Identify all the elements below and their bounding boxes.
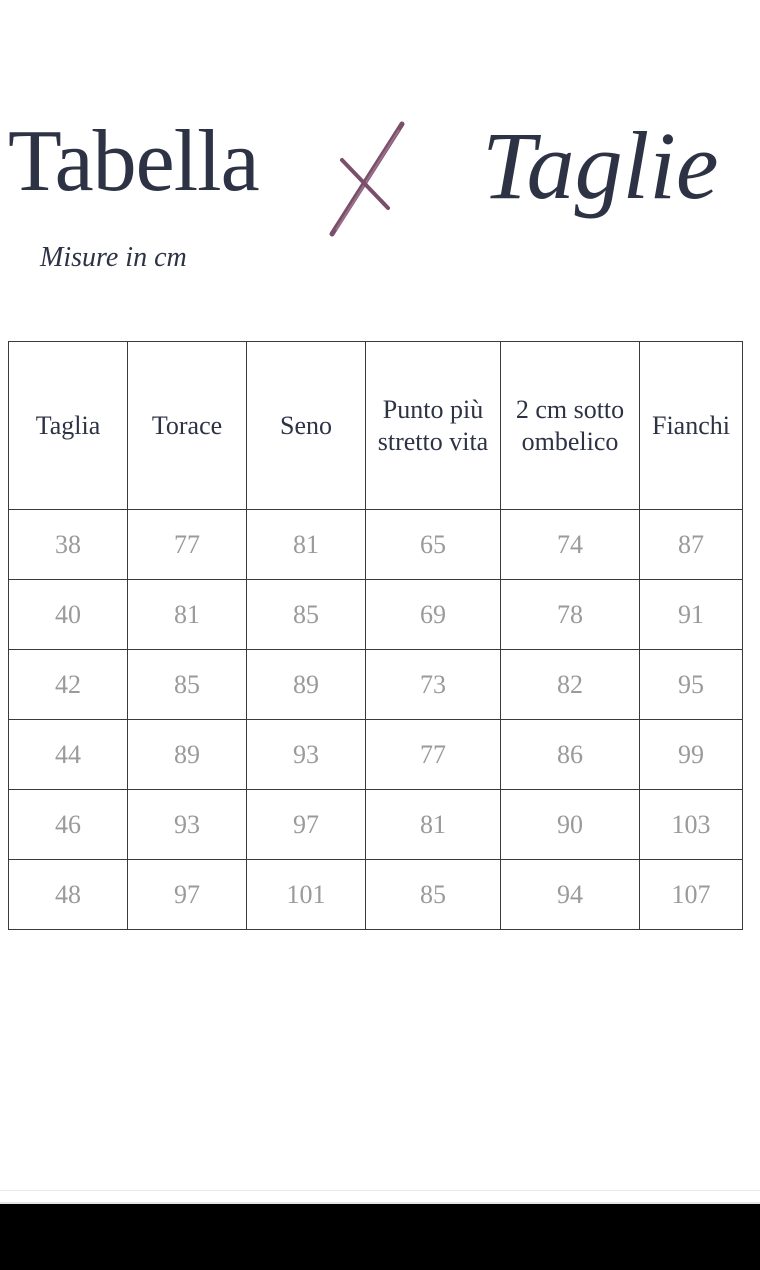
table-row — [9, 720, 743, 790]
column-header: Seno — [247, 342, 366, 510]
table-cell: 95 — [640, 650, 743, 720]
column-header: Torace — [128, 342, 247, 510]
table-cell: 89 — [128, 720, 247, 790]
table-cell: 85 — [128, 650, 247, 720]
table-cell: 81 — [128, 580, 247, 650]
column-header: 2 cm sotto ombelico — [501, 342, 640, 510]
table-cell: 94 — [501, 860, 640, 930]
table-cell: 48 — [9, 860, 128, 930]
table-cell: 65 — [366, 510, 501, 580]
table-cell: 69 — [366, 580, 501, 650]
table-cell: 73 — [366, 650, 501, 720]
title-taglie: Taglie — [482, 112, 719, 219]
table-cell: 77 — [128, 510, 247, 580]
title-tabella: Tabella — [8, 113, 259, 210]
table-cell: 91 — [640, 580, 743, 650]
table-header-row — [9, 342, 743, 510]
table-cell: 85 — [366, 860, 501, 930]
table-row — [9, 650, 743, 720]
table-cell: 77 — [366, 720, 501, 790]
table-cell: 97 — [247, 790, 366, 860]
table-cell: 78 — [501, 580, 640, 650]
table-cell: 87 — [640, 510, 743, 580]
table-cell: 82 — [501, 650, 640, 720]
table-row — [9, 860, 743, 930]
table-cell: 101 — [247, 860, 366, 930]
table-cell: 74 — [501, 510, 640, 580]
table-cell: 44 — [9, 720, 128, 790]
table-cell: 85 — [247, 580, 366, 650]
column-header: Fianchi — [640, 342, 743, 510]
table-row — [9, 510, 743, 580]
table-cell: 97 — [128, 860, 247, 930]
table-row — [9, 790, 743, 860]
table-cell: 99 — [640, 720, 743, 790]
table-cell: 107 — [640, 860, 743, 930]
table-cell: 86 — [501, 720, 640, 790]
table-cell: 46 — [9, 790, 128, 860]
bottom-bar — [0, 1204, 760, 1270]
table-cell: 90 — [501, 790, 640, 860]
table-row — [9, 580, 743, 650]
divider — [0, 1190, 760, 1191]
table-cell: 40 — [9, 580, 128, 650]
size-table — [8, 341, 743, 930]
table-cell: 38 — [9, 510, 128, 580]
table-cell: 42 — [9, 650, 128, 720]
subtitle: Misure in cm — [40, 242, 187, 273]
column-header: Taglia — [9, 342, 128, 510]
table-cell: 81 — [247, 510, 366, 580]
table-cell: 93 — [128, 790, 247, 860]
table-cell: 81 — [366, 790, 501, 860]
table-cell: 103 — [640, 790, 743, 860]
x-brush-icon — [322, 120, 412, 240]
table-cell: 93 — [247, 720, 366, 790]
table-cell: 89 — [247, 650, 366, 720]
column-header: Punto più stretto vita — [366, 342, 501, 510]
